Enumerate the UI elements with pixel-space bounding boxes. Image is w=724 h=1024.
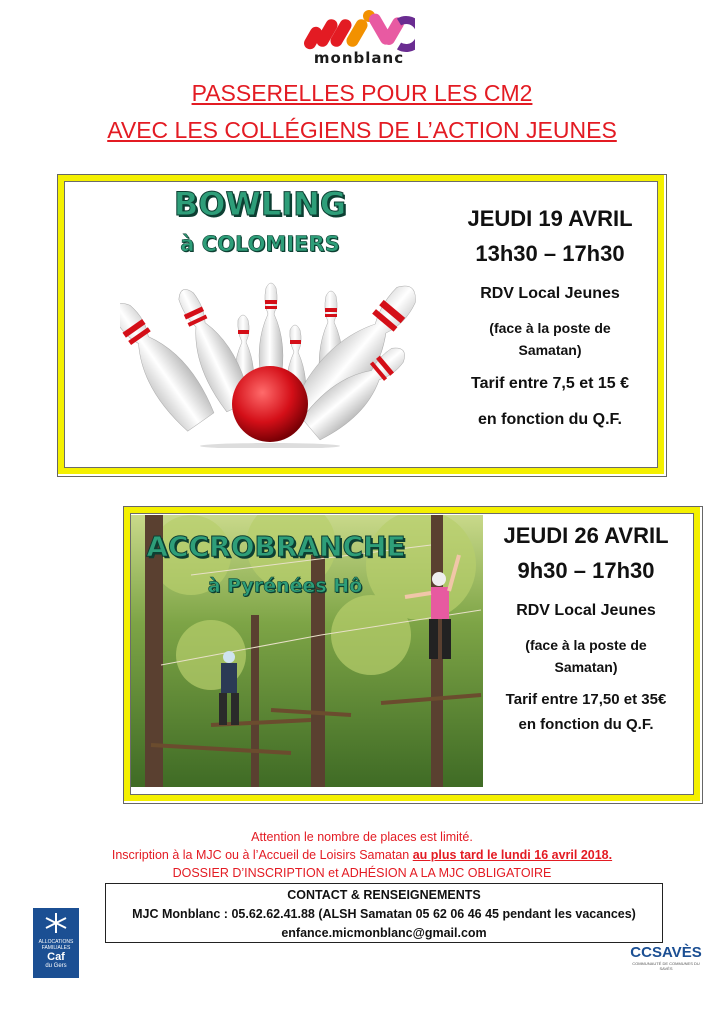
accro-title: ACCROBRANCHE <box>146 530 406 563</box>
header-line-2: AVEC LES COLLÉGIENS DE L’ACTION JEUNES <box>107 117 617 143</box>
accro-date: JEUDI 26 AVRIL <box>503 523 669 548</box>
contact-email: enfance.micmonblanc@gmail.com <box>281 926 487 940</box>
notice-line-1: Attention le nombre de places est limité. <box>251 830 473 844</box>
accro-time: 9h30 – 17h30 <box>517 558 655 583</box>
accro-place-line2: Samatan) <box>554 659 618 675</box>
snowflake-icon <box>44 912 68 934</box>
notice-deadline: au plus tard le lundi 16 avril 2018. <box>412 848 613 862</box>
caf-logo <box>33 908 79 978</box>
bowling-rdv: RDV Local Jeunes <box>480 285 620 302</box>
caf-line-1: ALLOCATIONS <box>38 939 74 945</box>
accro-subtitle: à Pyrénées Hô <box>207 575 363 597</box>
caf-name: Caf <box>47 951 65 963</box>
bowling-title: BOWLING <box>173 185 347 223</box>
bowling-subtitle: à COLOMIERS <box>180 232 340 256</box>
contact-title: CONTACT & RENSEIGNEMENTS <box>287 888 481 902</box>
notice-line-3: DOSSIER D’INSCRIPTION et ADHÉSION A LA MJC OBLIGATOIRE <box>172 866 552 880</box>
notice-line-2-text: Inscription à la MJC ou à l’Accueil de Loisirs Samatan <box>111 848 413 862</box>
contact-box <box>105 883 663 943</box>
ccsaves-name: CCSAVÈS <box>630 944 702 961</box>
accro-qf: en fonction du Q.F. <box>518 716 654 733</box>
ccsaves-logo <box>628 944 704 971</box>
bowling-date: JEUDI 19 AVRIL <box>467 206 633 231</box>
header-line-1: PASSERELLES POUR LES CM2 <box>191 80 533 106</box>
bowling-illustration <box>120 278 425 448</box>
contact-phone: MJC Monblanc : 05.62.62.41.88 (ALSH Samatan 05 62 06 46 45 pendant les vacances) <box>132 907 636 921</box>
caf-region: du Gers <box>45 963 67 969</box>
bowling-tarif: Tarif entre 7,5 et 15 € <box>471 375 629 392</box>
bowling-qf: en fonction du Q.F. <box>478 411 622 428</box>
notice-line-2 <box>0 848 724 862</box>
logo-wordmark: monblanc <box>313 49 405 67</box>
bowling-place-line2: Samatan) <box>518 342 582 358</box>
bowling-time: 13h30 – 17h30 <box>475 241 625 266</box>
ccsaves-tagline: COMMUNAUTÉ DE COMMUNES DU SAVÈS <box>632 961 700 971</box>
accro-rdv: RDV Local Jeunes <box>516 602 656 619</box>
accro-place-line1: (face à la poste de <box>525 637 647 653</box>
bowling-place-line1: (face à la poste de <box>489 320 611 336</box>
accro-tarif: Tarif entre 17,50 et 35€ <box>505 691 667 708</box>
caf-line-2: FAMILIALES <box>41 945 71 951</box>
